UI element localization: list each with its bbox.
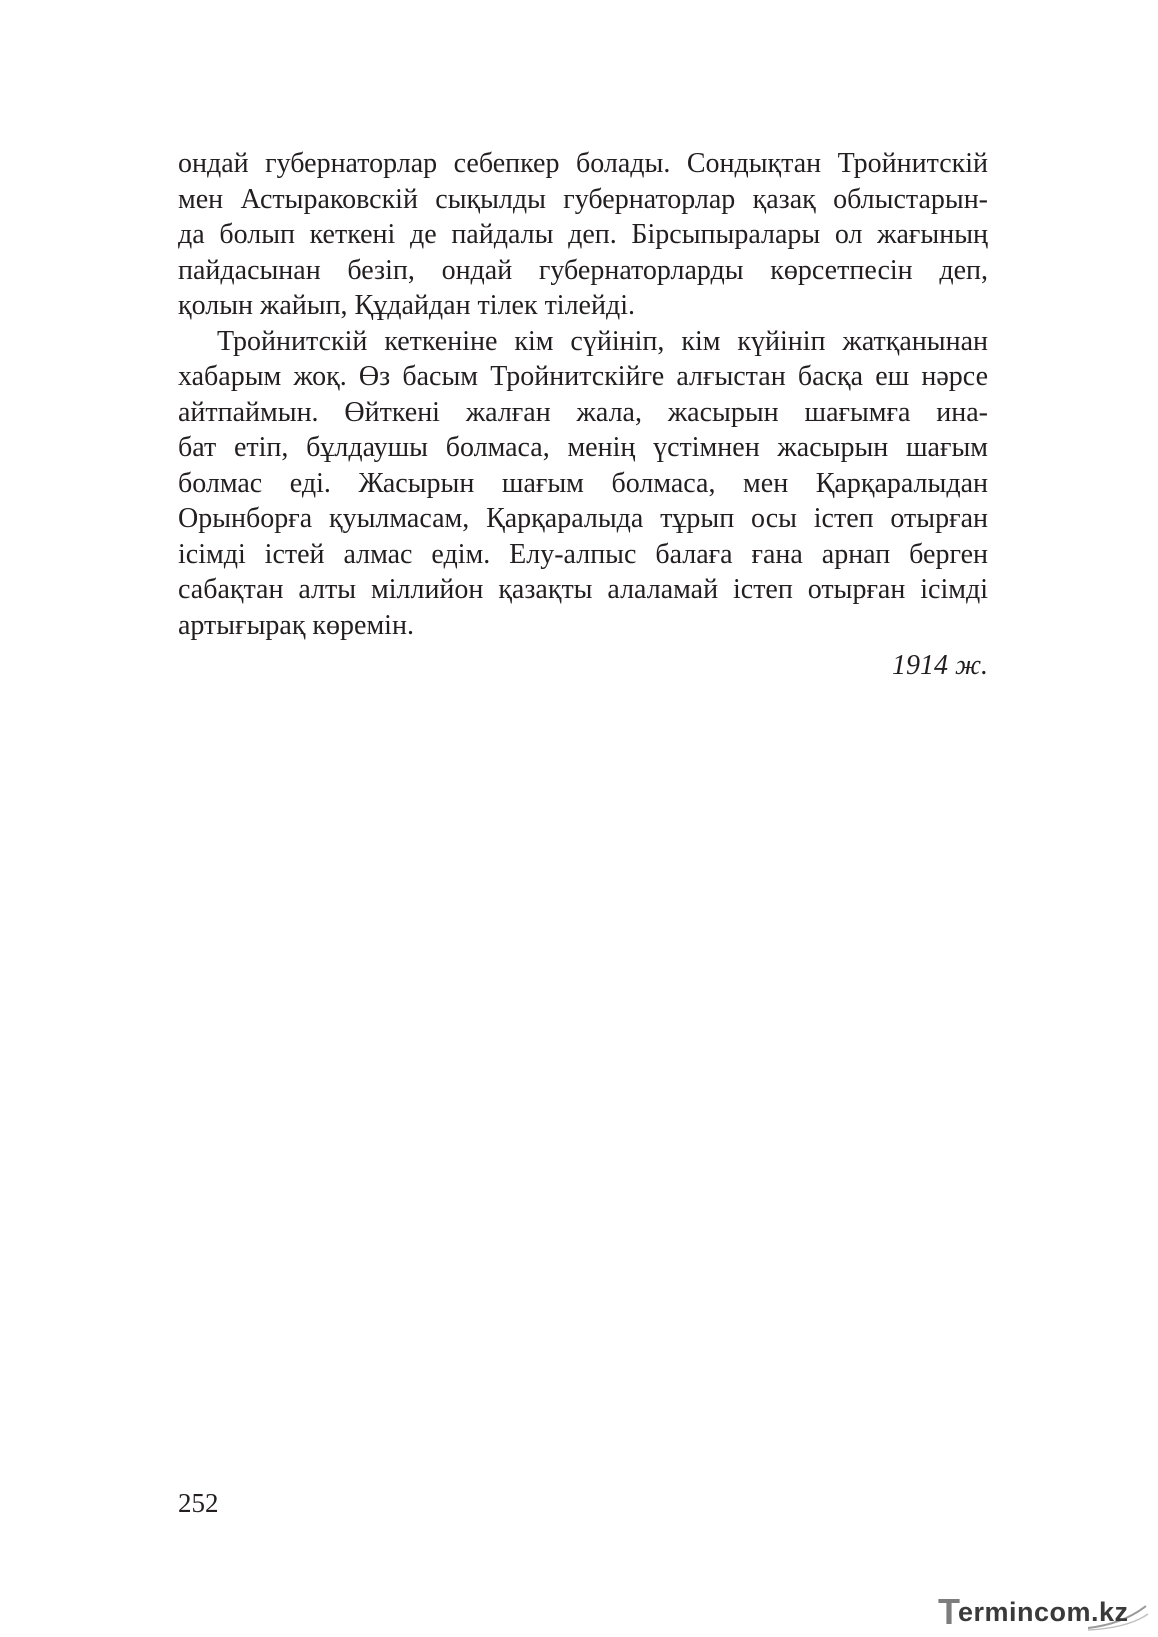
paragraph-1 — [178, 146, 988, 324]
body-text — [178, 146, 988, 643]
text-line: айтпаймын. Өйткені жалған жала, жасырын шағымға ина- — [178, 396, 988, 428]
watermark-letter: T — [938, 1591, 960, 1632]
text-line: бат етіп, бұлдаушы болмаса, менің үстімнен жасырын шағым — [178, 432, 988, 463]
paragraph-2 — [178, 324, 988, 644]
text-line: болмас еді. Жасырын шағым болмаса, мен Қарқаралыдан — [178, 467, 988, 499]
text-line: ондай губернаторлар себепкер болады. Сондықтан Тройнитскій — [178, 148, 988, 179]
text-line: ісімді істей алмас едім. Елу-алпыс балаға ғана арнап берген — [178, 538, 988, 570]
text-line: хабарым жоқ. Өз басым Тройнитскійге алғыстан басқа еш нәрсе — [178, 361, 988, 392]
text-line: Тройнитскій кеткеніне кім сүйініп, кім күйініп жатқанынан — [217, 325, 988, 357]
watermark-text: ermincom.kz — [958, 1597, 1129, 1627]
text-line: артығырақ көремін. — [178, 609, 414, 641]
page-number: 252 — [178, 1488, 219, 1518]
text-line: пайдасынан безіп, ондай губернаторларды көрсетпесін деп, — [178, 254, 988, 286]
date-signature: 1914 ж. — [891, 650, 988, 681]
text-line: қолын жайып, Құдайдан тілек тілейді. — [178, 290, 635, 321]
text-line: сабақтан алты міллийон қазақты алаламай істеп отырған ісімді — [178, 574, 988, 605]
text-line: да болып кеткені де пайдалы деп. Бірсыпыралары ол жағының — [178, 219, 988, 250]
text-line: Орынборға қуылмасам, Қарқаралыда тұрып осы істеп отырған — [178, 503, 988, 534]
text-line: мен Астыраковскій сықылды губернаторлар қазақ облыстарын- — [178, 183, 988, 215]
watermark-logo[interactable] — [938, 1591, 1150, 1632]
